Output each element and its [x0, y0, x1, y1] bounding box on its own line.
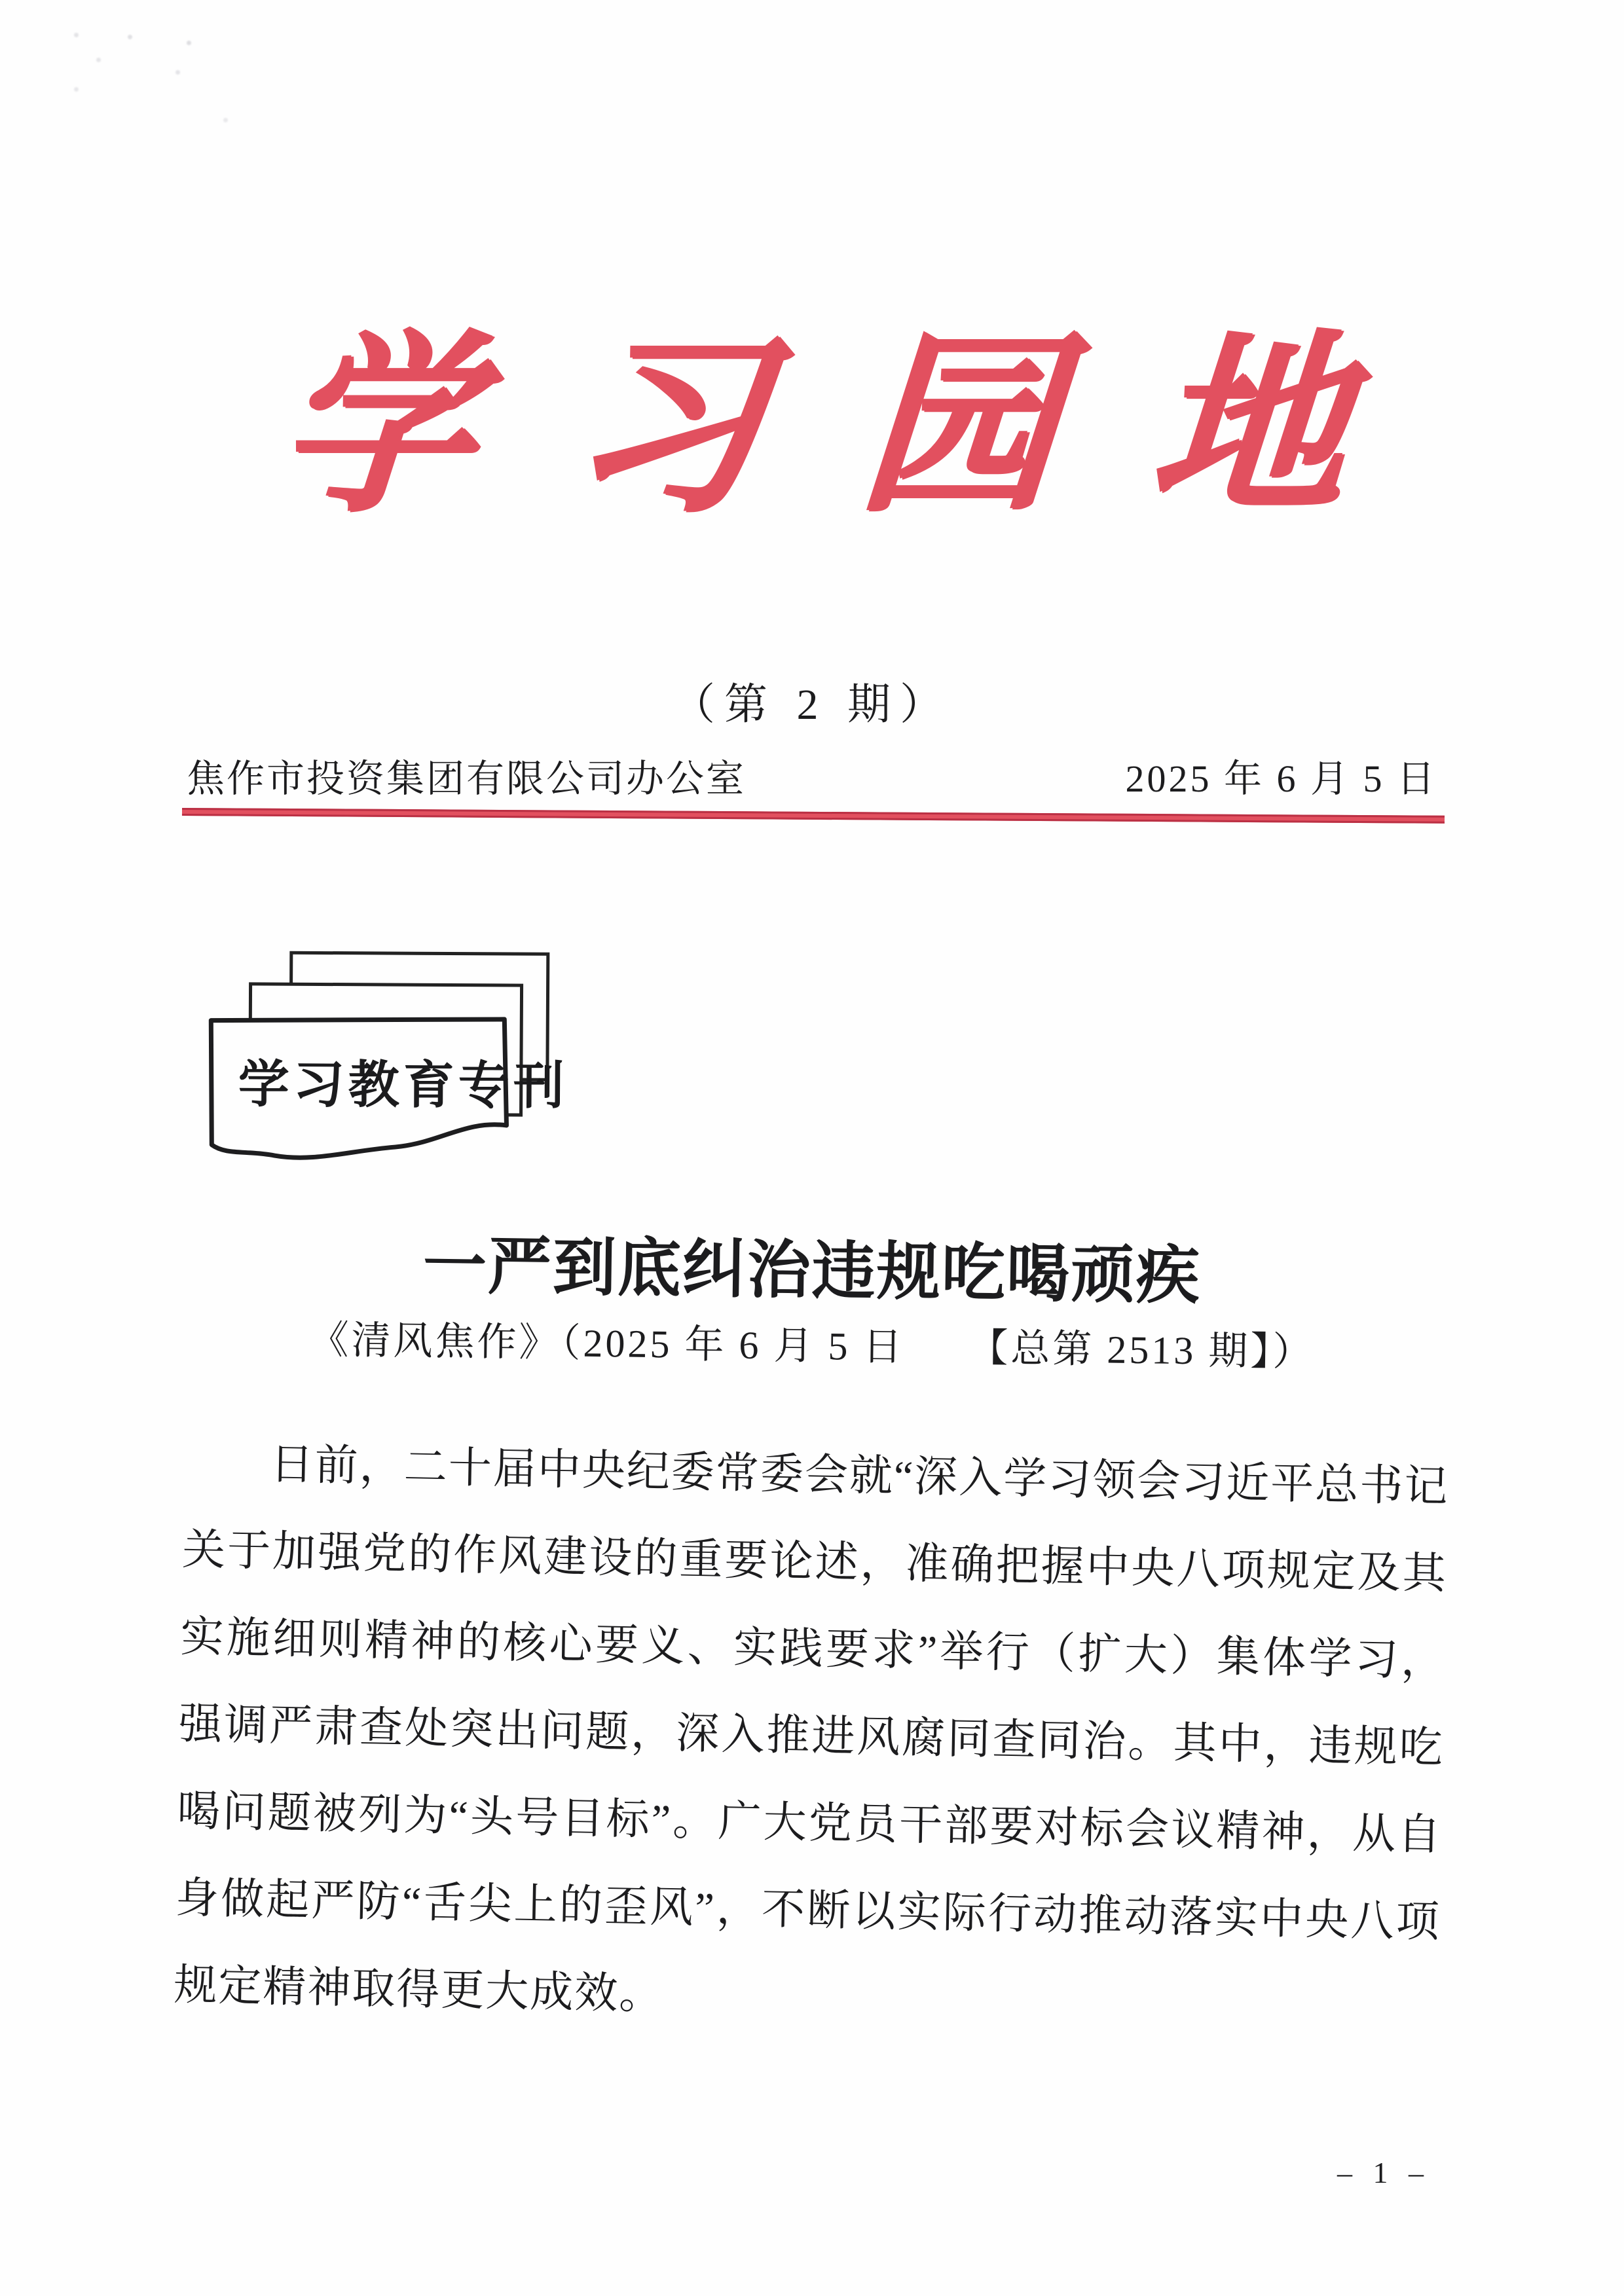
- scan-noise-specks: [74, 33, 79, 37]
- article-source-line: 《清风焦作》（2025 年 6 月 5 日 【总第 2513 期】）: [309, 1318, 1315, 1374]
- article-title: 一严到底纠治违规吃喝顽疾: [422, 1230, 1202, 1312]
- special-edition-card-stack: [204, 946, 572, 1171]
- publisher-info-row: [187, 748, 1437, 803]
- special-edition-label: 学习教育专刊: [238, 1055, 569, 1115]
- masthead: [0, 306, 1624, 611]
- publishing-office-name: 焦作市投资集团有限公司办公室: [187, 757, 747, 800]
- publication-date: 2025 年 6 月 5 日: [1125, 757, 1437, 800]
- page-number: – 1 –: [1337, 2156, 1430, 2189]
- red-divider-rule: [182, 808, 1445, 824]
- article-body-paragraph: 日前，二十届中央纪委常委会就“深入学习领会习近平总书记关于加强党的作风建设的重要论述，准确把握中央八项规定及其实施细则精神的核心要义、实践要求”举行（扩大）集体学习，强调严肃查处突出问题，深入推进风腐同查同治。其中，违规吃喝问题被列为“头号目标”。广大党员干部要对标会议精神，从自身做起严防“舌尖上的歪风”，不断以实际行动推动落实中央八项规定精神取得更大成效。: [173, 1440, 1450, 2019]
- issue-number-label: （第 2 期）: [672, 681, 952, 729]
- masthead-title: 学习园地: [271, 320, 1450, 535]
